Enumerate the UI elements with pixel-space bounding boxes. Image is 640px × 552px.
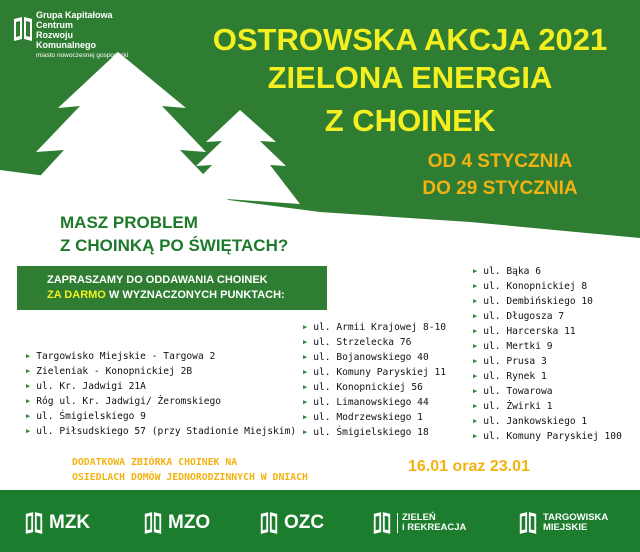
list-item: ▶ ul. Rynek 1 (473, 369, 622, 384)
headline-line2: ZIELONA ENERGIA (267, 60, 553, 95)
list-item: ▶ ul. Dembińskiego 10 (473, 294, 622, 309)
list-item: ▶ ul. Armii Krajowej 8-10 (303, 320, 446, 335)
crk-mark-icon (518, 511, 538, 535)
footer-logo-zielen: ZIELEŃ i REKREACJA (372, 508, 466, 538)
crk-mark-icon (372, 511, 392, 535)
headline-line1: OSTROWSKA AKCJA 2021 (212, 22, 608, 57)
list-item: ▶ ul. Jankowskiego 1 (473, 414, 622, 429)
invitation-line1: ZAPRASZAMY DO ODDAWANIA CHOINEK (47, 274, 268, 286)
extra-collection-text: DODATKOWA ZBIÓRKA CHOINEK NA OSIEDLACH DOMÓW JEDNORODZINNYCH W DNIACH (72, 457, 308, 483)
invitation-box (17, 266, 327, 310)
footer-logo-targowiska: TARGOWISKA MIEJSKIE (518, 508, 608, 538)
points-list-col2 (303, 320, 446, 440)
list-item: ▶ ul. Konopnickiej 56 (303, 380, 446, 395)
organization-name: Grupa Kapitałowa Centrum Rozwoju Komunalnego miasto nowoczesnej gospodarki (36, 10, 129, 59)
list-item: ▶ ul. Piłsudskiego 57 (przy Stadionie Miejskim) (26, 424, 296, 439)
list-item: ▶ ul. Bąka 6 (473, 264, 622, 279)
list-item: ▶ ul. Komuny Paryskiej 100 (473, 429, 622, 444)
list-item: ▶ Targowisko Miejskie - Targowa 2 (26, 349, 296, 364)
list-item: ▶ ul. Towarowa (473, 384, 622, 399)
question-line1: MASZ PROBLEM (60, 213, 198, 232)
list-item: ▶ ul. Śmigielskiego 18 (303, 425, 446, 440)
list-item: ▶ ul. Konopnickiej 8 (473, 279, 622, 294)
list-item: ▶ ul. Strzelecka 76 (303, 335, 446, 350)
list-item: ▶ Róg ul. Kr. Jadwigi/ Żeromskiego (26, 394, 296, 409)
list-item: ▶ ul. Mertki 9 (473, 339, 622, 354)
footer-logo-mzk: MZK (24, 508, 90, 538)
list-item: ▶ ul. Limanowskiego 44 (303, 395, 446, 410)
list-item: ▶ ul. Żwirki 1 (473, 399, 622, 414)
list-item: ▶ ul. Śmigielskiego 9 (26, 409, 296, 424)
crk-mark-icon (143, 511, 163, 535)
question-line2: Z CHOINKĄ PO ŚWIĘTACH? (60, 236, 289, 255)
extra-collection-dates: 16.01 oraz 23.01 (408, 458, 530, 475)
list-item: ▶ ul. Prusa 3 (473, 354, 622, 369)
date-from: OD 4 STYCZNIA (427, 151, 573, 172)
organization-tagline: miasto nowoczesnej gospodarki (36, 52, 129, 59)
list-item: ▶ ul. Kr. Jadwigi 21A (26, 379, 296, 394)
crk-logo-icon (12, 16, 34, 42)
list-item: ▶ ul. Komuny Paryskiej 11 (303, 365, 446, 380)
crk-mark-icon (259, 511, 279, 535)
invitation-free-highlight: ZA DARMO (47, 289, 106, 301)
list-item: ▶ ul. Bojanowskiego 40 (303, 350, 446, 365)
points-list-col3 (473, 264, 622, 444)
invitation-line2: ZA DARMO W WYZNACZONYCH PUNKTACH: (47, 289, 285, 301)
list-item: ▶ ul. Harcerska 11 (473, 324, 622, 339)
list-item: ▶ ul. Długosza 7 (473, 309, 622, 324)
footer-logo-ozc: OZC (259, 508, 324, 538)
footer-logo-mzo: MZO (143, 508, 210, 538)
headline-line3: Z CHOINEK (324, 103, 496, 138)
list-item: ▶ Zieleniak - Konopnickiej 2B (26, 364, 296, 379)
crk-mark-icon (24, 511, 44, 535)
date-to: DO 29 STYCZNIA (422, 178, 578, 199)
points-list-col1 (26, 349, 296, 439)
list-item: ▶ ul. Modrzewskiego 1 (303, 410, 446, 425)
